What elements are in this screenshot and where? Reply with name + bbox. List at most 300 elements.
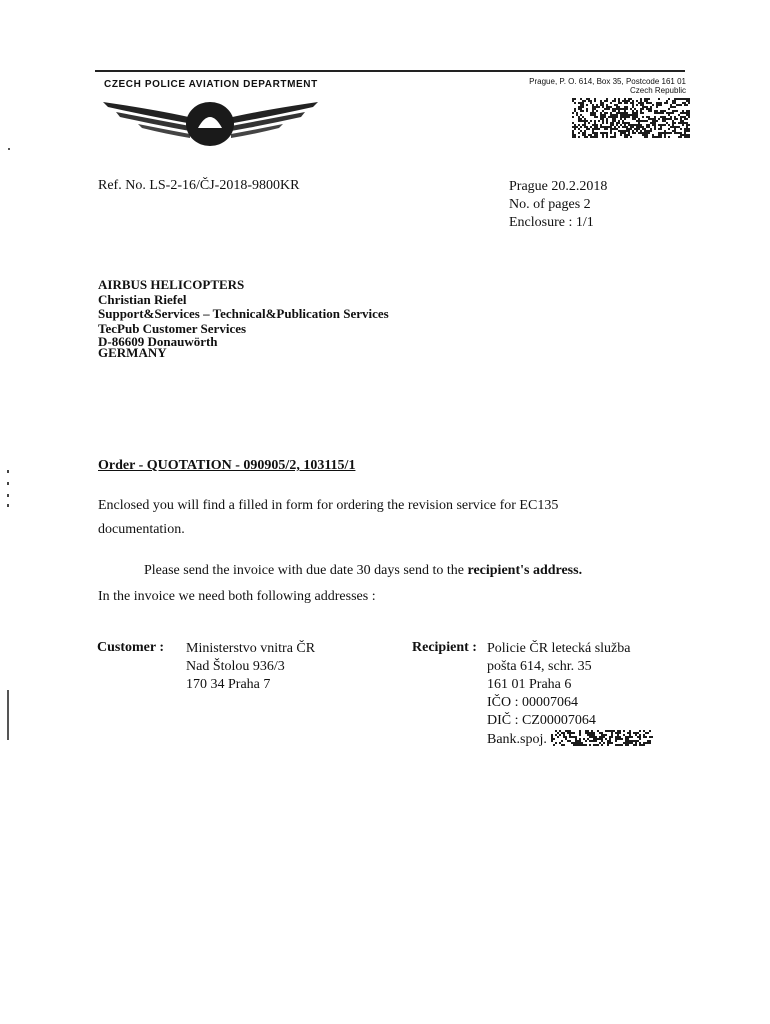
redaction-cell <box>614 126 616 128</box>
redaction-cell <box>590 126 592 128</box>
redaction-cell <box>686 130 688 132</box>
redaction-cell <box>628 122 630 124</box>
redaction-cell <box>593 740 595 742</box>
redaction-cell <box>620 134 622 136</box>
redaction-cell <box>618 112 620 114</box>
redaction-cell <box>664 120 666 122</box>
redaction-cell <box>559 742 561 744</box>
redaction-cell <box>620 132 622 134</box>
redaction-cell <box>601 740 603 742</box>
redaction-cell <box>666 100 668 102</box>
redaction-cell <box>624 102 626 104</box>
customer-line: 170 34 Praha 7 <box>186 677 271 692</box>
redaction-cell <box>625 740 627 742</box>
redaction-cell <box>602 102 604 104</box>
redaction-cell <box>658 104 660 106</box>
redaction-cell <box>580 108 582 110</box>
redaction-cell <box>608 108 610 110</box>
redaction-cell <box>623 730 625 732</box>
redaction-cell <box>616 122 618 124</box>
redaction-cell <box>572 130 574 132</box>
letterhead-address <box>500 77 686 95</box>
redaction-cell <box>587 738 589 740</box>
redaction-cell <box>596 132 598 134</box>
redaction-cell <box>644 98 646 100</box>
redaction-cell <box>609 740 611 742</box>
redaction-cell <box>610 136 612 138</box>
redaction-cell <box>593 734 595 736</box>
redaction-cell <box>606 104 608 106</box>
redaction-cell <box>652 122 654 124</box>
redaction-cell <box>607 744 609 746</box>
redaction-cell <box>584 100 586 102</box>
redaction-cell <box>617 730 619 732</box>
redaction-cell <box>574 128 576 130</box>
redaction-cell <box>586 136 588 138</box>
redaction-cell <box>590 134 592 136</box>
redaction-cell <box>606 128 608 130</box>
redaction-cell <box>668 128 670 130</box>
redaction-cell <box>553 738 555 740</box>
redaction-cell <box>614 132 616 134</box>
redaction-cell <box>654 116 656 118</box>
redaction-cell <box>627 744 629 746</box>
redaction-cell <box>604 100 606 102</box>
redaction-cell <box>602 122 604 124</box>
redaction-cell <box>678 132 680 134</box>
redaction-cell <box>580 130 582 132</box>
redaction-cell <box>662 124 664 126</box>
redaction-cell <box>606 112 608 114</box>
redaction-cell <box>650 102 652 104</box>
redaction-cell <box>578 102 580 104</box>
redaction-cell <box>584 120 586 122</box>
redaction-cell <box>598 106 600 108</box>
redaction-cell <box>612 100 614 102</box>
redaction-cell <box>563 744 565 746</box>
redaction-cell <box>590 112 592 114</box>
redaction-cell <box>604 114 606 116</box>
redaction-cell <box>674 126 676 128</box>
redaction-cell <box>686 112 688 114</box>
redaction-cell <box>602 126 604 128</box>
redaction-cell <box>611 732 613 734</box>
redaction-cell <box>635 740 637 742</box>
redaction-cell <box>589 744 591 746</box>
redaction-cell <box>630 136 632 138</box>
redaction-cell <box>654 110 656 112</box>
redaction-cell <box>639 744 641 746</box>
redaction-cell <box>604 126 606 128</box>
redaction-cell <box>625 742 627 744</box>
redaction-cell <box>648 118 650 120</box>
redaction-cell <box>668 98 670 100</box>
redaction-cell <box>645 736 647 738</box>
redaction-cell <box>573 742 575 744</box>
redaction-cell <box>660 126 662 128</box>
recipient-label: Recipient : <box>412 640 477 655</box>
redaction-cell <box>632 112 634 114</box>
redaction-cell <box>581 742 583 744</box>
redaction-cell <box>576 114 578 116</box>
redaction-cell <box>601 738 603 740</box>
redaction-cell <box>580 114 582 116</box>
redaction-cell <box>649 740 651 742</box>
redaction-cell <box>622 122 624 124</box>
redaction-cell <box>642 134 644 136</box>
redaction-cell <box>610 128 612 130</box>
redaction-cell <box>640 102 642 104</box>
letterhead-address-line1: Prague, P. O. 614, Box 35, Postcode 161 01 <box>529 77 686 86</box>
redaction-cell <box>646 100 648 102</box>
redaction-cell <box>617 738 619 740</box>
redaction-cell <box>686 124 688 126</box>
redaction-cell <box>652 134 654 136</box>
redaction-cell <box>621 738 623 740</box>
redaction-cell <box>586 120 588 122</box>
redaction-cell <box>614 118 616 120</box>
redaction-cell <box>670 112 672 114</box>
redaction-cell <box>578 124 580 126</box>
addressee-block <box>98 278 389 358</box>
redaction-cell <box>626 112 628 114</box>
redaction-cell <box>682 122 684 124</box>
redaction-cell <box>618 98 620 100</box>
redaction-cell <box>581 744 583 746</box>
redaction-cell <box>616 114 618 116</box>
redaction-cell <box>626 134 628 136</box>
redaction-cell <box>559 734 561 736</box>
scan-margin-marks <box>6 690 10 740</box>
redaction-cell <box>652 120 654 122</box>
redaction-cell <box>629 732 631 734</box>
redaction-cell <box>646 130 648 132</box>
redaction-cell <box>612 108 614 110</box>
redaction-cell <box>579 732 581 734</box>
redaction-cell <box>670 118 672 120</box>
redaction-cell <box>624 116 626 118</box>
redaction-cell <box>646 132 648 134</box>
redaction-cell <box>640 108 642 110</box>
redaction-cell <box>666 112 668 114</box>
redaction-cell <box>592 112 594 114</box>
redaction-cell <box>628 130 630 132</box>
redaction-cell <box>600 104 602 106</box>
redaction-cell <box>569 734 571 736</box>
redaction-cell <box>652 136 654 138</box>
redaction-cell <box>662 110 664 112</box>
redaction-cell <box>582 100 584 102</box>
redaction-cell <box>686 110 688 112</box>
redaction-cell <box>632 102 634 104</box>
redaction-cell <box>658 102 660 104</box>
redaction-cell <box>622 114 624 116</box>
redaction-cell <box>557 736 559 738</box>
redaction-cell <box>640 110 642 112</box>
redaction-cell <box>572 100 574 102</box>
redaction-cell <box>619 744 621 746</box>
addressee-line: GERMANY <box>98 345 167 360</box>
redaction-cell <box>596 110 598 112</box>
redaction-cell <box>614 108 616 110</box>
recipient-line: Policie ČR letecká služba <box>487 641 631 656</box>
redaction-cell <box>680 128 682 130</box>
redaction-cell <box>654 128 656 130</box>
redaction-cell <box>624 126 626 128</box>
redaction-cell <box>599 732 601 734</box>
redaction-cell <box>620 118 622 120</box>
redaction-cell <box>632 106 634 108</box>
redaction-cell <box>618 126 620 128</box>
redaction-cell <box>603 736 605 738</box>
redaction-cell <box>635 734 637 736</box>
redaction-cell <box>600 102 602 104</box>
redaction-cell <box>607 730 609 732</box>
redaction-cell <box>660 110 662 112</box>
redaction-cell <box>606 134 608 136</box>
redaction-cell <box>646 98 648 100</box>
redaction-cell <box>572 136 574 138</box>
redaction-cell <box>620 108 622 110</box>
redaction-cell <box>632 116 634 118</box>
redaction-cell <box>686 98 688 100</box>
redaction-cell <box>594 100 596 102</box>
redaction-cell <box>668 136 670 138</box>
redaction-cell <box>573 744 575 746</box>
redaction-cell <box>580 118 582 120</box>
redaction-cell <box>578 108 580 110</box>
redaction-cell <box>569 736 571 738</box>
redaction-cell <box>688 102 690 104</box>
redaction-cell <box>629 740 631 742</box>
redaction-cell <box>610 116 612 118</box>
redaction-cell <box>634 128 636 130</box>
redaction-cell <box>637 740 639 742</box>
redaction-cell <box>594 106 596 108</box>
redaction-cell <box>686 136 688 138</box>
redaction-cell <box>607 740 609 742</box>
redaction-cell <box>619 738 621 740</box>
header-rule <box>95 70 685 72</box>
redaction-cell <box>592 130 594 132</box>
redaction-cell <box>664 124 666 126</box>
redaction-cell <box>633 732 635 734</box>
redaction-cell <box>672 106 674 108</box>
redaction-cell <box>620 116 622 118</box>
redaction-cell <box>607 742 609 744</box>
redaction-cell <box>600 118 602 120</box>
redaction-cell <box>630 124 632 126</box>
redaction-cell <box>632 110 634 112</box>
redaction-cell <box>603 742 605 744</box>
redaction-cell <box>593 736 595 738</box>
redaction-cell <box>579 734 581 736</box>
redaction-cell <box>636 112 638 114</box>
redaction-cell <box>586 108 588 110</box>
redaction-cell <box>686 114 688 116</box>
redaction-cell <box>680 98 682 100</box>
redaction-cell <box>650 122 652 124</box>
redaction-cell <box>688 128 690 130</box>
redaction-cell <box>642 102 644 104</box>
redaction-cell <box>648 132 650 134</box>
redaction-cell <box>590 136 592 138</box>
redaction-cell <box>634 108 636 110</box>
redaction-cell <box>605 730 607 732</box>
redaction-cell <box>592 136 594 138</box>
redaction-cell <box>639 742 641 744</box>
redaction-cell <box>563 736 565 738</box>
letter-meta <box>509 178 607 232</box>
redaction-cell <box>654 122 656 124</box>
redaction-cell <box>684 112 686 114</box>
redaction-cell <box>606 126 608 128</box>
redaction-cell <box>628 128 630 130</box>
redaction-cell <box>660 124 662 126</box>
redaction-cell <box>588 134 590 136</box>
redaction-cell <box>616 128 618 130</box>
redaction-cell <box>591 730 593 732</box>
redaction-cell <box>628 114 630 116</box>
redaction-cell <box>660 116 662 118</box>
redaction-cell <box>592 128 594 130</box>
redaction-cell <box>656 102 658 104</box>
redaction-cell <box>686 126 688 128</box>
addressee-line: D-86609 Donauwörth <box>98 334 218 349</box>
redaction-cell <box>609 730 611 732</box>
redaction-cell <box>646 106 648 108</box>
redaction-cell <box>595 740 597 742</box>
redaction-cell <box>660 104 662 106</box>
redaction-cell <box>630 102 632 104</box>
page-count: No. of pages 2 <box>509 197 591 212</box>
redaction-cell <box>574 134 576 136</box>
redaction-cell <box>660 136 662 138</box>
redaction-cell <box>615 736 617 738</box>
recipient-line: pošta 614, schr. 35 <box>487 659 592 674</box>
redaction-cell <box>603 734 605 736</box>
redaction-cell <box>658 98 660 100</box>
redaction-cell <box>642 128 644 130</box>
redaction-cell <box>591 736 593 738</box>
redaction-cell <box>573 736 575 738</box>
redaction-cell <box>622 130 624 132</box>
redaction-cell <box>597 730 599 732</box>
bank-row <box>487 730 653 749</box>
redaction-cell <box>626 106 628 108</box>
redaction-cell <box>567 730 569 732</box>
redaction-cell <box>632 130 634 132</box>
redaction-cell <box>620 102 622 104</box>
redaction-cell <box>600 116 602 118</box>
redaction-cell <box>587 730 589 732</box>
redaction-cell <box>646 102 648 104</box>
redaction-cell <box>627 736 629 738</box>
redaction-cell <box>627 742 629 744</box>
redaction-cell <box>680 122 682 124</box>
redaction-cell <box>636 126 638 128</box>
redaction-cell <box>572 134 574 136</box>
redaction-cell <box>636 130 638 132</box>
redaction-cell <box>592 124 594 126</box>
redaction-cell <box>658 112 660 114</box>
redaction-cell <box>658 128 660 130</box>
redaction-cell <box>664 116 666 118</box>
redaction-cell <box>629 736 631 738</box>
redaction-cell <box>638 132 640 134</box>
redaction-cell <box>565 738 567 740</box>
redaction-cell <box>682 112 684 114</box>
redaction-cell <box>594 116 596 118</box>
redaction-cell <box>625 738 627 740</box>
letter-date: Prague 20.2.2018 <box>509 179 608 194</box>
redaction-cell <box>605 734 607 736</box>
redaction-cell <box>610 102 612 104</box>
redaction-cell <box>636 128 638 130</box>
redaction-cell <box>672 122 674 124</box>
redaction-cell <box>626 126 628 128</box>
redaction-cell <box>633 744 635 746</box>
redaction-cell <box>684 98 686 100</box>
redaction-cell <box>640 132 642 134</box>
redaction-cell <box>637 736 639 738</box>
redaction-cell <box>596 128 598 130</box>
redaction-cell <box>584 118 586 120</box>
redaction-cell <box>611 742 613 744</box>
redacted-bank-account <box>551 730 653 746</box>
redaction-cell <box>598 128 600 130</box>
redaction-cell <box>602 132 604 134</box>
redaction-cell <box>642 104 644 106</box>
bank-label: Bank.spoj. <box>487 732 547 747</box>
redaction-cell <box>627 732 629 734</box>
redaction-cell <box>610 124 612 126</box>
redaction-cell <box>590 114 592 116</box>
redaction-cell <box>680 118 682 120</box>
redaction-cell <box>578 118 580 120</box>
redaction-cell <box>676 110 678 112</box>
redaction-cell <box>574 136 576 138</box>
redaction-cell <box>588 98 590 100</box>
redaction-cell <box>618 102 620 104</box>
redaction-cell <box>575 738 577 740</box>
redaction-cell <box>624 134 626 136</box>
redaction-cell <box>631 742 633 744</box>
redaction-cell <box>597 744 599 746</box>
redaction-cell <box>576 126 578 128</box>
redaction-cell <box>572 132 574 134</box>
redaction-cell <box>654 126 656 128</box>
redaction-cell <box>674 130 676 132</box>
redaction-cell <box>672 126 674 128</box>
redaction-cell <box>644 100 646 102</box>
recipient-line: DIČ : CZ00007064 <box>487 713 596 728</box>
redaction-cell <box>631 740 633 742</box>
redaction-cell <box>589 732 591 734</box>
redaction-cell <box>632 114 634 116</box>
redaction-cell <box>688 114 690 116</box>
redaction-cell <box>640 120 642 122</box>
redaction-cell <box>684 118 686 120</box>
scan-margin-marks <box>6 470 10 510</box>
redaction-cell <box>672 120 674 122</box>
redaction-cell <box>606 98 608 100</box>
redaction-cell <box>643 742 645 744</box>
redaction-cell <box>624 100 626 102</box>
redaction-cell <box>624 124 626 126</box>
redaction-cell <box>612 128 614 130</box>
redaction-cell <box>563 732 565 734</box>
